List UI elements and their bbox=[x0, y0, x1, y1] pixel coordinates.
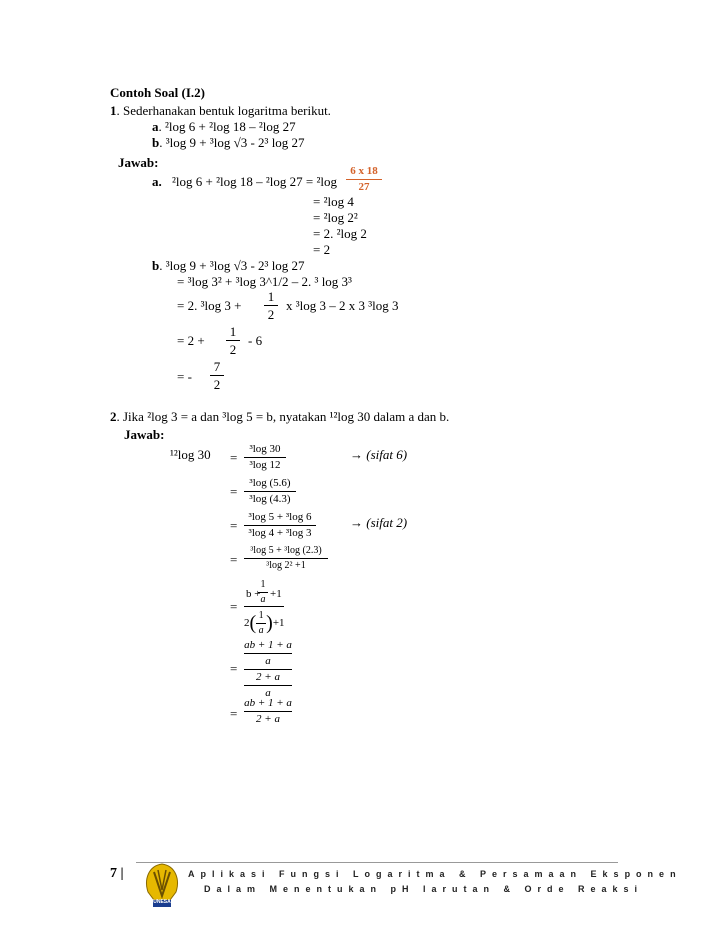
question-1-text: . Sederhanakan bentuk logaritma berikut. bbox=[116, 103, 331, 118]
question-2 bbox=[110, 410, 449, 425]
q2-step2-fraction bbox=[244, 478, 296, 505]
solution-b-line2: = ³log 3² + ³log 3^1/2 – 2. ³ log 3³ bbox=[177, 274, 352, 289]
equals-sign: = bbox=[230, 518, 238, 533]
fraction-denominator: 2 bbox=[213, 377, 221, 392]
fraction-numerator: 1 bbox=[229, 324, 237, 339]
equals-sign: = bbox=[230, 661, 238, 676]
q2-step3-num: ³log 5 + ³log 6 bbox=[248, 511, 312, 523]
equals-sign: = bbox=[230, 552, 238, 567]
solution-a-fraction bbox=[346, 166, 382, 193]
solution-a-fraction-num: 6 x 18 bbox=[350, 165, 378, 177]
fraction-denominator: 2 bbox=[229, 342, 237, 357]
solution-a-fraction-den: 27 bbox=[358, 181, 370, 193]
solution-a-line2: = ²log 4 bbox=[313, 194, 354, 209]
fraction-numerator: 1 bbox=[260, 579, 266, 590]
question-1a-label: a bbox=[152, 119, 159, 134]
equals-sign: = bbox=[230, 706, 238, 721]
question-2-text: . Jika ²log 3 = a dan ³log 5 = b, nyatakan ¹²log 30 dalam a dan b. bbox=[116, 409, 450, 424]
fraction-numerator: 1 bbox=[267, 289, 275, 304]
solution-b-label: b bbox=[152, 258, 160, 273]
solution-a-line5: = 2 bbox=[313, 242, 331, 257]
equals-sign: = bbox=[230, 450, 238, 465]
q2-step3-den: ³log 4 + ³log 3 bbox=[248, 527, 312, 539]
page-title: Contoh Soal (I.2) bbox=[110, 85, 205, 100]
solution-b-line3-fraction bbox=[264, 290, 278, 321]
q2-step5-num-a: b + bbox=[246, 588, 261, 600]
solution-a-line4: = 2. ²log 2 bbox=[313, 226, 367, 241]
footer-title-line1: Aplikasi Fungsi Logaritma & Persamaan Eksponen bbox=[188, 869, 682, 879]
fraction-denominator: a bbox=[260, 594, 266, 605]
q2-step7-den: 2 + a bbox=[256, 713, 280, 725]
q2-step7-num: ab + 1 + a bbox=[244, 697, 292, 709]
fraction-numerator: 7 bbox=[213, 359, 221, 374]
q2-step2-num: ³log (5.6) bbox=[249, 477, 291, 489]
q2-step6-den-top: 2 + a bbox=[256, 671, 280, 683]
solution-b-line4b: - 6 bbox=[248, 333, 263, 348]
question-1b bbox=[152, 136, 305, 151]
jawab-heading-1: Jawab: bbox=[118, 155, 159, 170]
q2-lhs: ¹²log 30 bbox=[170, 447, 211, 462]
question-1b-expr: . ³log 9 + ³log √3 - 2³ log 27 bbox=[159, 135, 305, 150]
q2-step6-num-bot: a bbox=[265, 655, 271, 667]
q2-step2-den: ³log (4.3) bbox=[249, 493, 291, 505]
q2-step6-fraction bbox=[244, 640, 292, 699]
unesa-logo bbox=[140, 860, 184, 914]
solution-a-line3: = ²log 2² bbox=[313, 210, 358, 225]
solution-a-line1: ²log 6 + ²log 18 – ²log 27 = ²log bbox=[172, 174, 337, 189]
q2-step4-num: ³log 5 + ³log (2.3) bbox=[250, 545, 322, 556]
q2-step4-fraction bbox=[244, 546, 328, 571]
solution-b-line1-wrap bbox=[152, 259, 305, 274]
q2-step6-num-top: ab + 1 + a bbox=[244, 639, 292, 651]
q2-step3-fraction bbox=[244, 512, 316, 539]
jawab-heading-2: Jawab: bbox=[124, 427, 165, 442]
footer-title-line2: Dalam Menentukan pH larutan & Orde Reaksi bbox=[204, 884, 644, 894]
q2-step7-fraction bbox=[244, 698, 292, 725]
question-2-number: 2 bbox=[110, 409, 117, 424]
solution-b-line4a: = 2 + bbox=[177, 333, 205, 348]
q2-step5-inner-fraction bbox=[258, 580, 268, 605]
question-1 bbox=[110, 104, 331, 119]
solution-b-line4-fraction bbox=[226, 325, 240, 356]
q2-step1-den: ³log 12 bbox=[249, 459, 281, 471]
equals-sign: = bbox=[230, 599, 238, 614]
q2-step5-main-bar bbox=[244, 606, 284, 607]
solution-b-line1: . ³log 9 + ³log √3 - 2³ log 27 bbox=[159, 258, 305, 273]
solution-b-line3b: x ³log 3 – 2 x 3 ³log 3 bbox=[286, 298, 399, 313]
question-1b-label: b bbox=[152, 135, 160, 150]
q2-step5-den: 2( $\frac{1}{a}$ )+1 bbox=[244, 610, 285, 636]
question-1a-expr: . ²log 6 + ²log 18 – ²log 27 bbox=[158, 119, 296, 134]
q2-step6-den-bot: a bbox=[265, 687, 271, 699]
page-number: 7 | bbox=[110, 866, 124, 881]
question-1-number: 1 bbox=[110, 103, 117, 118]
q2-step1-fraction bbox=[244, 444, 286, 471]
unesa-logo-text: UNESA bbox=[153, 899, 171, 905]
q2-step1-note: → (sifat 6) bbox=[350, 447, 408, 462]
solution-b-line3a: = 2. ³log 3 + bbox=[177, 298, 242, 313]
q2-step3-note: → (sifat 2) bbox=[350, 515, 408, 530]
q2-step5-num-b: +1 bbox=[270, 588, 282, 600]
footer-divider bbox=[136, 862, 618, 863]
fraction-denominator: 2 bbox=[267, 307, 275, 322]
solution-b-line5a: = - bbox=[177, 369, 192, 384]
q2-step1-num: ³log 30 bbox=[249, 443, 281, 455]
question-1a bbox=[152, 120, 296, 135]
q2-step4-den: ³log 2² +1 bbox=[266, 560, 306, 571]
solution-a-label: a. bbox=[152, 174, 162, 189]
q2-step5-den-fraction: $\frac{1}{a}$ bbox=[256, 611, 266, 636]
equals-sign: = bbox=[230, 484, 238, 499]
solution-b-line5-fraction bbox=[210, 360, 224, 391]
